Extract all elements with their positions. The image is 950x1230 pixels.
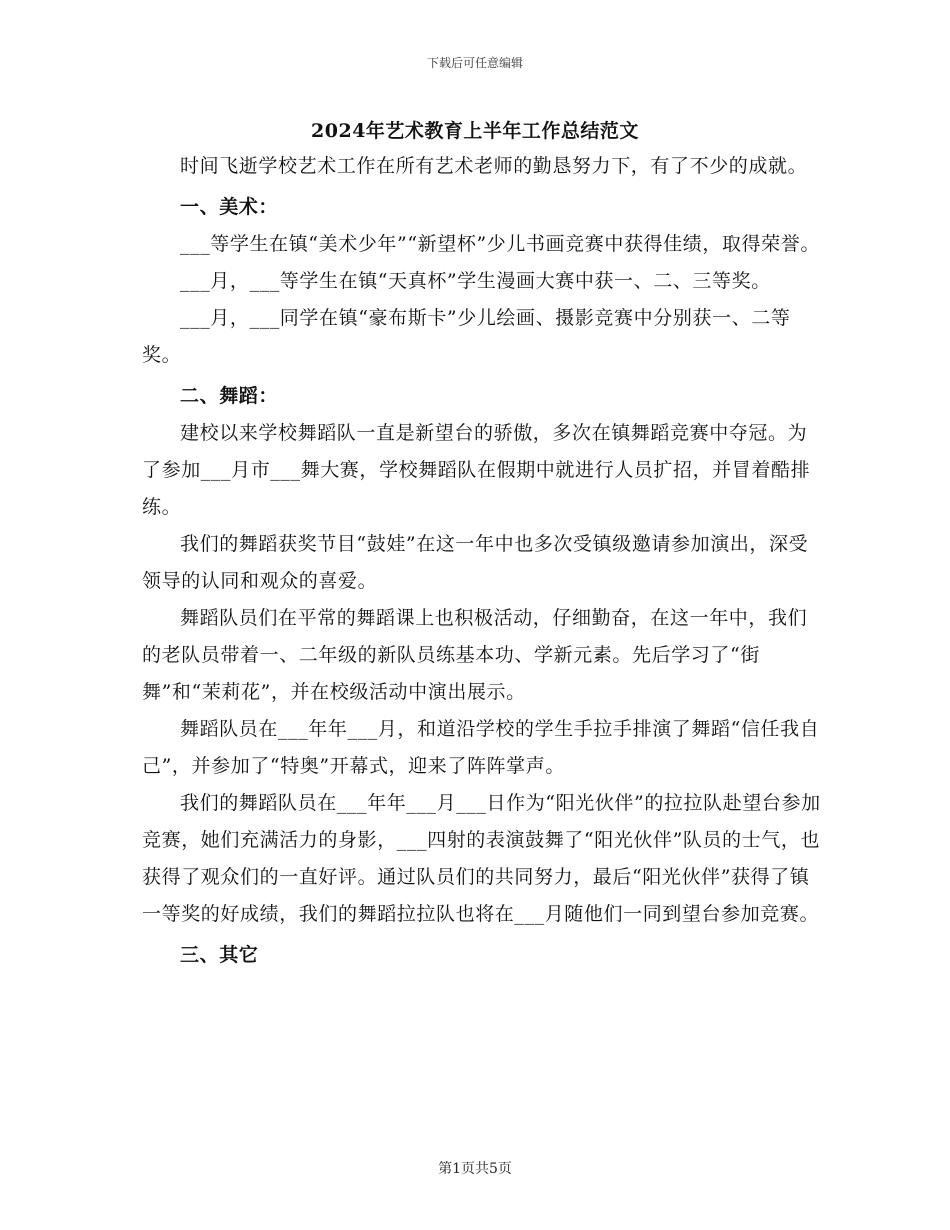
- document-body: [142, 148, 822, 974]
- dance-paragraph: 建校以来学校舞蹈队一直是新望台的骄傲，多次在镇舞蹈竞赛中夺冠。为了参加___月市___舞大赛，学校舞蹈队在假期中就进行人员扩招，并冒着酷排练。: [142, 422, 811, 518]
- section-heading-other: 三、其它: [180, 944, 259, 966]
- intro-paragraph: 时间飞逝学校艺术工作在所有艺术老师的勤恳努力下，有了不少的成就。: [180, 155, 808, 177]
- art-paragraph: ___月，___同学在镇“豪布斯卡”少儿绘画、摄影竞赛中分别获一、二等奖。: [142, 307, 791, 366]
- page-number: 第1页共5页: [438, 1161, 512, 1177]
- dance-paragraph: 我们的舞蹈获奖节目“鼓娃”在这一年中也多次受镇级邀请参加演出，深受领导的认同和观众的喜爱。: [142, 533, 809, 592]
- art-paragraph: ___月，___等学生在镇“天真杯”学生漫画大赛中获一、二、三等奖。: [180, 270, 771, 292]
- dance-paragraph: 舞蹈队员们在平常的舞蹈课上也积极活动，仔细勤奋，在这一年中，我们的老队员带着一、二年级的新队员练基本功、学新元素。先后学习了“街舞”和“茉莉花”，并在校级活动中演出展示。: [142, 607, 808, 703]
- dance-paragraph: 我们的舞蹈队员在___年年___月___日作为“阳光伙伴”的拉拉队赴望台参加竞赛，她们充满活力的身影，___四射的表演鼓舞了“阳光伙伴”队员的士气，也获得了观众们的一直好评。通过队员们的共同努力，最后“阳光伙伴”获得了镇一等奖的好成绩，我们的舞蹈拉拉队也将在___月随他们一同到望台参加竞赛。: [142, 792, 821, 925]
- art-paragraph: ___等学生在镇“美术少年”“新望杯”少儿书画竞赛中获得佳绩，取得荣誉。: [180, 233, 820, 255]
- document-title: 2024年艺术教育上半年工作总结范文: [311, 120, 639, 142]
- header-note: 下载后可任意编辑: [426, 56, 523, 70]
- section-heading-dance: 二、舞蹈：: [180, 385, 279, 407]
- section-heading-art: 一、美术：: [180, 196, 279, 218]
- dance-paragraph: 舞蹈队员在___年年___月，和道沿学校的学生手拉手排演了舞蹈“信任我自己”，并参加了“特奥”开幕式，迎来了阵阵掌声。: [142, 718, 820, 777]
